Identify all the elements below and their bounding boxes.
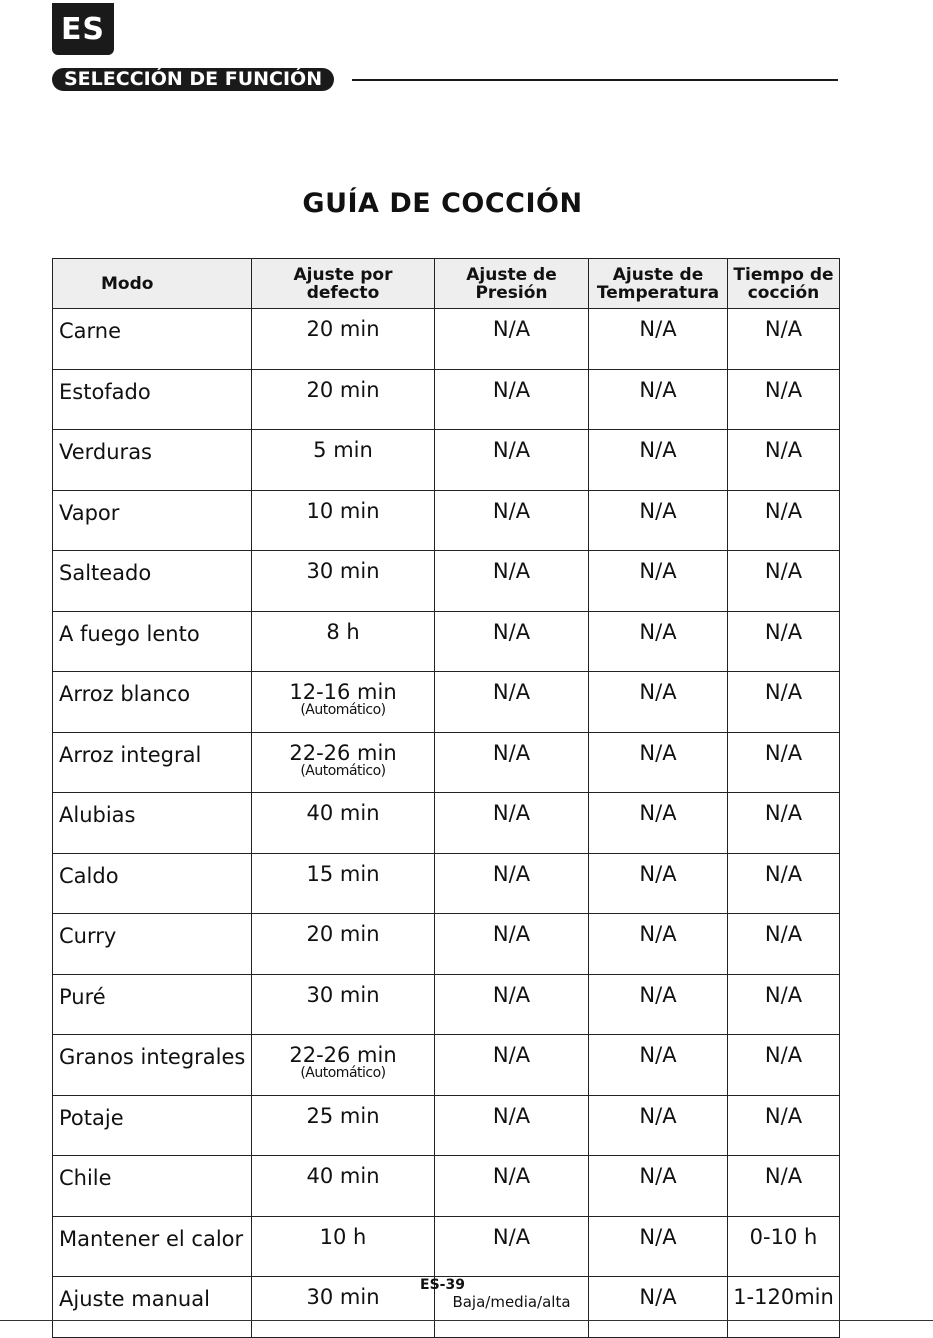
default-time: 40 min — [306, 801, 380, 825]
table-row — [53, 1035, 840, 1096]
cell-time: N/A — [728, 369, 840, 430]
default-time: 20 min — [306, 922, 380, 946]
table-row — [53, 974, 840, 1035]
header-pressure-line2: Presión — [475, 282, 548, 303]
cell-temperature: N/A — [589, 1035, 728, 1096]
cell-temperature: N/A — [589, 914, 728, 975]
header-mode: Modo — [53, 259, 252, 309]
default-time: 8 h — [326, 619, 360, 644]
cell-pressure: N/A — [435, 793, 589, 854]
cell-temperature: N/A — [589, 1277, 728, 1338]
cell-temperature: N/A — [589, 430, 728, 491]
cell-default — [252, 369, 435, 430]
cell-pressure: N/A — [435, 1216, 589, 1277]
cell-time: N/A — [728, 672, 840, 733]
default-time: 20 min — [306, 317, 380, 341]
cell-temperature: N/A — [589, 309, 728, 370]
table-row — [53, 490, 840, 551]
page-number: ES-39 — [420, 1277, 465, 1293]
default-time-note: (Automático) — [300, 762, 386, 779]
cell-pressure: N/A — [435, 974, 589, 1035]
cell-temperature: N/A — [589, 974, 728, 1035]
cell-default — [252, 551, 435, 612]
cell-default — [252, 490, 435, 551]
cell-time: N/A — [728, 551, 840, 612]
cell-mode: Arroz integral — [53, 732, 252, 793]
header-temperature-line2: Temperatura — [596, 282, 720, 303]
default-time: 20 min — [306, 377, 380, 402]
cell-pressure: N/A — [435, 1035, 589, 1096]
table-row — [53, 672, 840, 733]
cell-default — [252, 1216, 435, 1277]
section-divider — [352, 79, 838, 81]
default-time: 25 min — [306, 1103, 380, 1128]
cell-time: N/A — [728, 853, 840, 914]
cell-mode: Verduras — [53, 430, 252, 491]
cell-pressure: N/A — [435, 551, 589, 612]
cell-default — [252, 1156, 435, 1217]
cell-mode: Puré — [53, 974, 252, 1035]
table-row — [53, 611, 840, 672]
cell-pressure: N/A — [435, 309, 589, 370]
default-time: 22-26 min — [289, 1043, 397, 1067]
cell-mode: A fuego lento — [53, 611, 252, 672]
cell-time: N/A — [728, 1035, 840, 1096]
default-time: 15 min — [306, 861, 380, 886]
cell-default — [252, 672, 435, 733]
cell-mode: Mantener el calor — [53, 1216, 252, 1277]
cell-mode: Vapor — [53, 490, 252, 551]
table-row — [53, 1216, 840, 1277]
default-time: 40 min — [306, 1164, 380, 1188]
table-row — [53, 793, 840, 854]
cell-mode: Chile — [53, 1156, 252, 1217]
cell-mode: Carne — [53, 309, 252, 370]
table-row — [53, 1095, 840, 1156]
cell-default — [252, 1095, 435, 1156]
cell-temperature: N/A — [589, 1095, 728, 1156]
cell-temperature: N/A — [589, 1156, 728, 1217]
cell-mode: Arroz blanco — [53, 672, 252, 733]
header-pressure — [435, 259, 589, 309]
table-row — [53, 1156, 840, 1217]
cell-mode: Salteado — [53, 551, 252, 612]
cell-default — [252, 914, 435, 975]
header-default-line1: Ajuste por — [293, 264, 393, 285]
cell-temperature: N/A — [589, 551, 728, 612]
cell-pressure: N/A — [435, 430, 589, 491]
default-time: 30 min — [306, 982, 380, 1007]
cell-temperature: N/A — [589, 793, 728, 854]
cell-time: N/A — [728, 430, 840, 491]
header-time — [728, 259, 840, 309]
default-time-note: (Automático) — [300, 702, 386, 718]
header-pressure-line1: Ajuste de — [466, 264, 557, 285]
cell-temperature: N/A — [589, 611, 728, 672]
cell-time: N/A — [728, 914, 840, 975]
header-default-line2: defecto — [306, 282, 380, 303]
table-row — [53, 551, 840, 612]
cell-default — [252, 974, 435, 1035]
cell-time: 0-10 h — [728, 1216, 840, 1277]
cell-mode: Curry — [53, 914, 252, 975]
default-time: 10 h — [319, 1224, 367, 1249]
cell-time: N/A — [728, 793, 840, 854]
pressure-value: Baja/media/alta — [452, 1293, 571, 1311]
cooking-guide-table — [52, 258, 840, 1338]
table-row — [53, 369, 840, 430]
cell-default — [252, 1035, 435, 1096]
cell-temperature: N/A — [589, 732, 728, 793]
table-row — [53, 430, 840, 491]
cell-default — [252, 430, 435, 491]
cell-mode: Potaje — [53, 1095, 252, 1156]
default-time: 12-16 min — [289, 680, 397, 704]
header-temperature-line1: Ajuste de — [612, 264, 704, 285]
cell-mode: Ajuste manual — [53, 1277, 252, 1338]
header-time-line1: Tiempo de — [733, 264, 834, 285]
cell-time: N/A — [728, 974, 840, 1035]
cell-pressure: N/A — [435, 611, 589, 672]
cell-time: N/A — [728, 611, 840, 672]
cell-pressure: N/A — [435, 853, 589, 914]
section-title: SELECCIÓN DE FUNCIÓN — [52, 68, 334, 91]
header-temperature — [589, 259, 728, 309]
default-time: 22-26 min — [289, 740, 397, 765]
cell-time: N/A — [728, 309, 840, 370]
cell-temperature: N/A — [589, 369, 728, 430]
cell-mode: Estofado — [53, 369, 252, 430]
cell-default — [252, 309, 435, 370]
table-row — [53, 732, 840, 793]
cell-pressure: N/A — [435, 732, 589, 793]
cell-default — [252, 732, 435, 793]
cell-pressure: N/A — [435, 1156, 589, 1217]
header-default — [252, 259, 435, 309]
cell-default — [252, 611, 435, 672]
cell-pressure: N/A — [435, 369, 589, 430]
cell-time: 1-120min — [728, 1277, 840, 1338]
cell-temperature: N/A — [589, 672, 728, 733]
table-row — [53, 914, 840, 975]
language-badge: ES — [52, 3, 114, 55]
cell-pressure: N/A — [435, 490, 589, 551]
default-time: 5 min — [313, 438, 373, 462]
default-time: 30 min — [306, 559, 380, 583]
table-row — [53, 309, 840, 370]
cell-time: N/A — [728, 732, 840, 793]
table-row — [53, 853, 840, 914]
cell-default — [252, 793, 435, 854]
cell-time: N/A — [728, 1156, 840, 1217]
cell-default — [252, 853, 435, 914]
cell-mode: Granos integrales — [53, 1035, 252, 1096]
cell-pressure: N/A — [435, 1095, 589, 1156]
header-time-line2: cocción — [747, 282, 820, 303]
default-time: 10 min — [306, 498, 380, 523]
cell-temperature: N/A — [589, 490, 728, 551]
cell-pressure: N/A — [435, 672, 589, 733]
page-title: GUÍA DE COCCIÓN — [302, 188, 583, 219]
default-time: 30 min — [306, 1285, 380, 1309]
cell-time: N/A — [728, 490, 840, 551]
cell-pressure: N/A — [435, 914, 589, 975]
cell-temperature: N/A — [589, 1216, 728, 1277]
cell-time: N/A — [728, 1095, 840, 1156]
default-time-note: (Automático) — [300, 1065, 386, 1081]
cell-mode: Caldo — [53, 853, 252, 914]
bottom-divider — [0, 1320, 933, 1321]
table-header-row — [53, 259, 840, 309]
cell-mode: Alubias — [53, 793, 252, 854]
cell-temperature: N/A — [589, 853, 728, 914]
